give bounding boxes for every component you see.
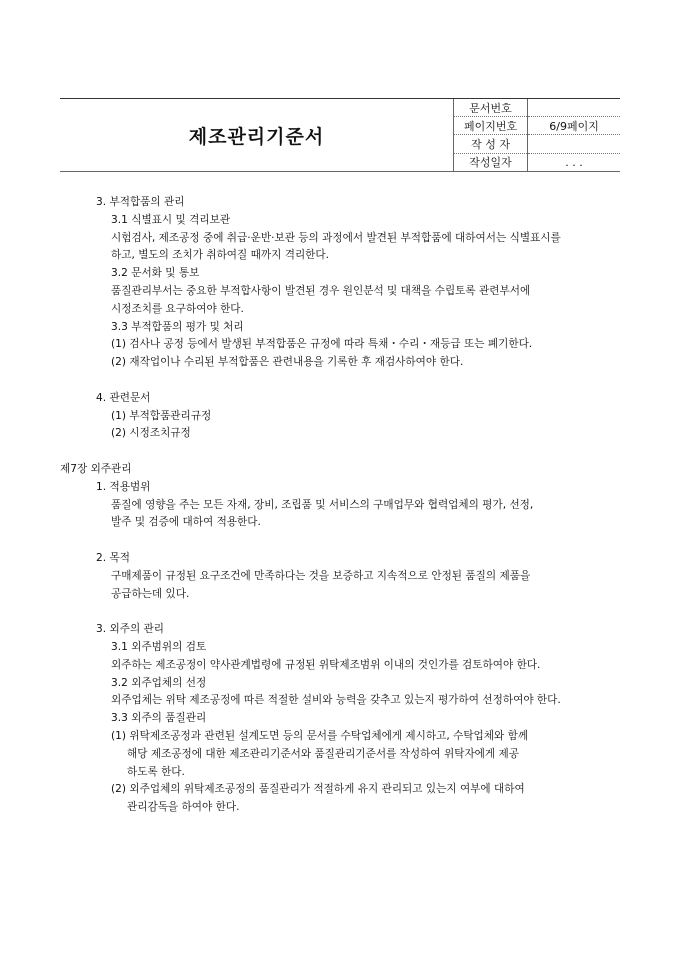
body-line: 해당 제조공정에 대한 제조관리기준서와 품질관리기준서를 작성하여 위탁자에게 제공 <box>127 747 519 760</box>
body-line: 시험검사, 제조공정 중에 취급·운반·보관 등의 과정에서 발견된 부적합품에 대하여서는 식별표시를 <box>111 231 561 244</box>
section-heading: 3. 부적합품의 관리 <box>96 196 185 208</box>
section-heading: 3. 외주의 관리 <box>96 623 165 636</box>
document-info-table <box>453 99 620 171</box>
chapter-heading: 제7장 외주관리 <box>60 462 132 475</box>
body-line: (1) 부적합품관리규정 <box>111 409 212 422</box>
blank-line <box>60 532 630 550</box>
body-line: (1) 검사나 공정 등에서 발생된 부적합품은 규정에 따라 특채・수리・재등급 또는 폐기한다. <box>111 338 533 351</box>
section-heading: 4. 관련문서 <box>96 391 151 404</box>
info-value <box>528 135 620 153</box>
document-header <box>60 98 620 172</box>
body-line: 품질관리부서는 중요한 부적합사항이 발견된 경우 원인분석 및 대책을 수립토록 관련부서에 <box>111 284 531 297</box>
body-line: 구매제품이 규정된 요구조건에 만족하다는 것을 보증하고 지속적으로 안정된 품질의 제품을 <box>111 569 531 582</box>
document-body <box>60 194 630 817</box>
body-line: 공급하는데 있다. <box>111 587 190 600</box>
info-row <box>454 117 621 135</box>
info-row <box>454 135 621 153</box>
info-label: 작 성 자 <box>454 135 528 153</box>
info-label: 페이지번호 <box>454 117 528 135</box>
body-line: (2) 시정조치규정 <box>111 427 191 440</box>
body-line: 3.1 식별표시 및 격리보관 <box>111 213 231 226</box>
body-line: (2) 외주업체의 위탁제조공정의 품질관리가 적절하게 유지 관리되고 있는지 여부에 대하여 <box>111 783 525 796</box>
info-value: . . . <box>565 155 583 169</box>
info-value <box>528 99 620 117</box>
body-line: 하고, 별도의 조치가 취하여질 때까지 격리한다. <box>111 249 330 262</box>
body-line: (1) 위탁제조공정과 관련된 설계도면 등의 문서를 수탁업체에게 제시하고, 수탁업체와 함께 <box>111 729 529 742</box>
section-heading: 1. 적용범위 <box>96 480 151 493</box>
blank-line <box>60 603 630 621</box>
body-line: 3.3 부적합품의 평가 및 처리 <box>111 320 244 333</box>
body-line: 3.2 외주업체의 선정 <box>111 676 207 689</box>
section-heading: 2. 목적 <box>96 551 130 564</box>
body-line: 발주 및 검증에 대하여 적용한다. <box>111 516 261 529</box>
info-row <box>454 153 621 171</box>
body-line: 하도록 한다. <box>127 765 185 778</box>
body-line: 외주하는 제조공정이 약사관계법령에 규정된 위탁제조범위 이내의 것인가를 검토하여야 한다. <box>111 658 541 671</box>
body-line: 외주업체는 위탁 제조공정에 따른 적절한 설비와 능력을 갖추고 있는지 평가하여 선정하여야 한다. <box>111 694 561 707</box>
body-line: 3.1 외주범위의 검토 <box>111 640 207 653</box>
blank-line <box>60 372 630 390</box>
body-line: 관리감독을 하여야 한다. <box>127 801 240 814</box>
blank-line <box>60 443 630 461</box>
info-value: 6/9페이지 <box>528 117 620 135</box>
body-line: 품질에 영향을 주는 모든 자재, 장비, 조립품 및 서비스의 구매업무와 협력업체의 평가, 선정, <box>111 498 534 511</box>
body-line: 3.2 문서화 및 통보 <box>111 267 200 280</box>
body-line: 3.3 외주의 품질관리 <box>111 712 207 725</box>
info-label: 작성일자 <box>454 153 528 171</box>
info-row <box>454 99 621 117</box>
info-label: 문서번호 <box>454 99 528 117</box>
document-title: 제조관리기준서 <box>188 125 325 148</box>
body-line: 시정조치를 요구하여야 한다. <box>111 302 244 315</box>
body-line: (2) 재작업이나 수리된 부적합품은 관련내용을 기록한 후 재검사하여야 한다. <box>111 356 464 369</box>
